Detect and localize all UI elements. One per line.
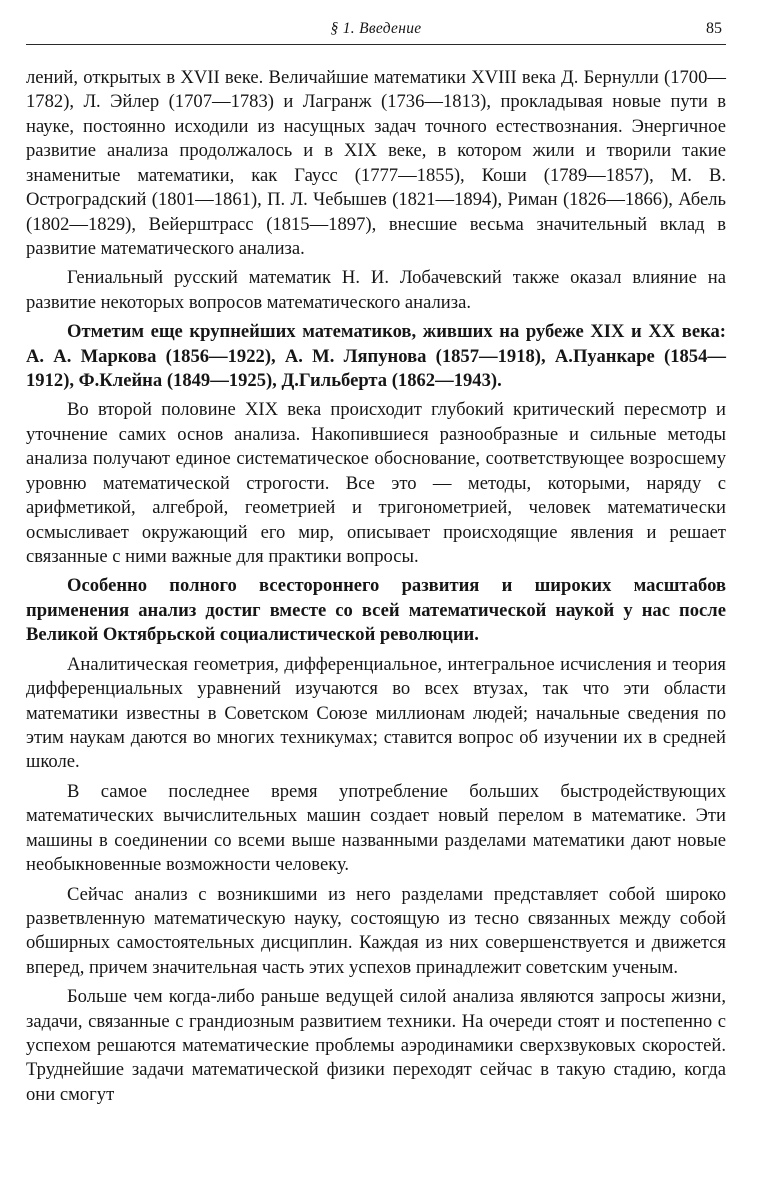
- paragraph-analysis-today: Сейчас анализ с возникшими из него разделами представляет собой широко разветвленную математическую науку, состоящую из тесно связанных между собой обширных самостоятельных дисциплин. Каждая из них совершенствуется и движется вперед, причем значительная часть этих успехов принадлежит советским ученым.: [26, 883, 726, 978]
- section-title: § 1. Введение: [330, 20, 422, 37]
- paragraph-lobachevsky: Гениальный русский математик Н. И. Лобачевский также оказал влияние на развитие некоторых вопросов математического анализа.: [26, 267, 726, 313]
- page-number: 85: [706, 20, 722, 37]
- paragraph-machines: В самое последнее время употребление больших быстродействующих математических вычислительных машин создает новый перелом в математике. Эти машины в соединении со всеми выше названными разделами математики дают новые необыкновенные возможности человеку.: [26, 780, 726, 876]
- body-text: [26, 66, 726, 1112]
- header-rule: [26, 44, 726, 45]
- paragraph-mathematicians: Отметим еще крупнейших математиков, живших на рубеже XIX и XX века: А. А. Маркова (1856—1922), А. М. Ляпунова (1857—1918), А.Пуанкаре (1854—1912), Ф.Клейна (1849—1925), Д.Гильберта (1862—1943).: [26, 321, 726, 392]
- paragraph-continuation: лений, открытых в XVII веке. Величайшие математики XVIII века Д. Бернулли (1700—1782), Л. Эйлер (1707—1783) и Лагранж (1736—1813), прокладывая новые пути в науке, постоянно исходили из насущных задач точного естествознания. Энергичное развитие анализа продолжалось и в XIX веке, в котором жили и творили такие знаменитые математики, как Гаусс (1777—1855), Коши (1789—1857), М. В. Остроградский (1801—1861), П. Л. Чебышев (1821—1894), Риман (1826—1866), Абель (1802—1829), Вейерштрасс (1815—1897), внесшие весьма значительный вклад в развитие математического анализа.: [26, 67, 726, 259]
- book-page: [26, 0, 726, 1200]
- paragraph-development: Особенно полного всестороннего развития и широких масштабов применения анализ достиг вместе со всей математической наукой у нас после Великой Октябрьской социалистической революции.: [26, 575, 726, 646]
- paragraph-education: Аналитическая геометрия, дифференциальное, интегральное исчисления и теория дифференциальных уравнений изучаются во всех втузах, так что эти области математики известны в Советском Союзе миллионам людей; начальные сведения по этим наукам даются во многих техникумах; ставится вопрос об изучении их в средней школе.: [26, 653, 726, 773]
- paragraph-technology: Больше чем когда-либо раньше ведущей силой анализа являются запросы жизни, задачи, связанные с грандиозным развитием техники. На очереди стоят и постепенно с успехом решаются математические проблемы аэродинамики сверхзвуковых скоростей. Труднейшие задачи математической физики переходят сейчас в такую стадию, когда они смогут: [26, 986, 726, 1105]
- paragraph-foundations: Во второй половине XIX века происходит глубокий критический пересмотр и уточнение самих основ анализа. Накопившиеся разнообразные и сильные методы анализа получают единое систематическое обоснование, соответствующее возросшему уровню математической строгости. Все это — методы, которыми, наряду с арифметикой, алгеброй, геометрией и тригонометрией, человек математически осмысливает окружающий его мир, описывает происходящие явления и решает связанные с ними важные для практики вопросы.: [26, 399, 726, 568]
- running-header: [26, 0, 726, 40]
